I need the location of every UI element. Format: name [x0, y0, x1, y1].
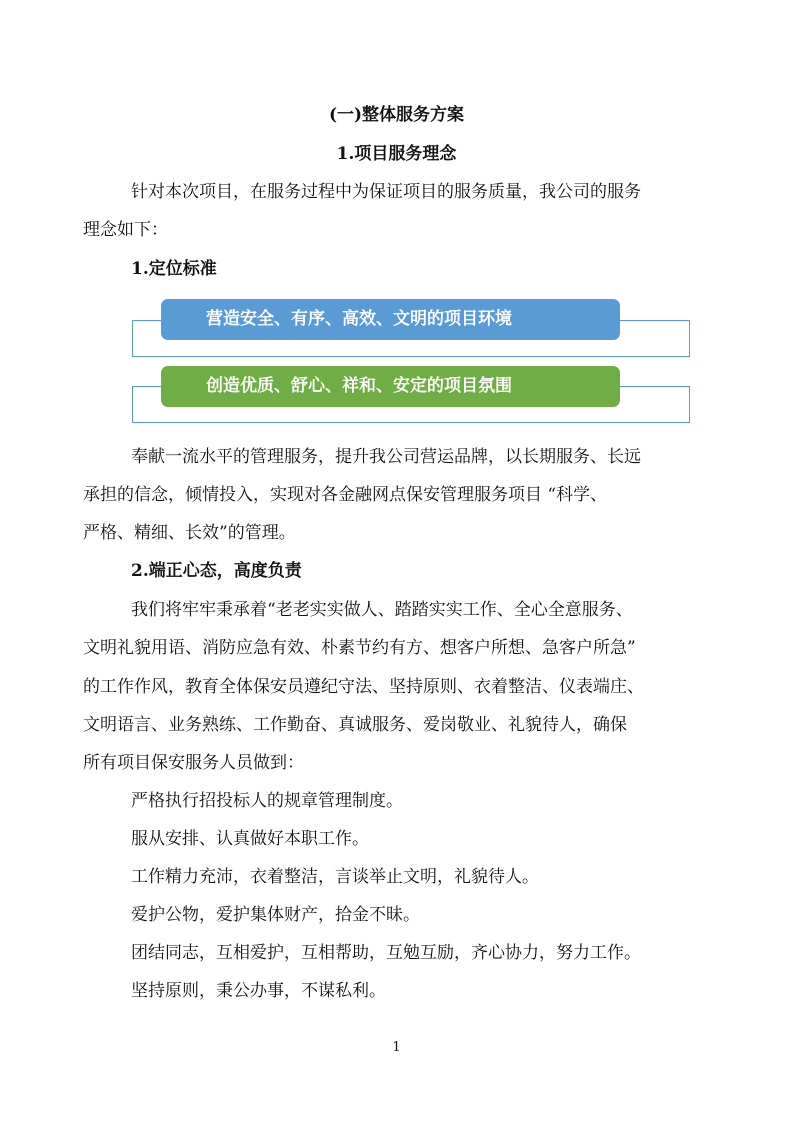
list-item: 服从安排、认真做好本职工作。 — [131, 829, 369, 849]
list-item: 坚持原则，秉公办事，不谋私利。 — [131, 981, 386, 1001]
heading-attitude: 2.端正心态，高度负责 — [131, 561, 302, 581]
intro-line-1: 针对本次项目，在服务过程中为保证项目的服务质量，我公司的服务 — [131, 182, 641, 202]
para2-line-2: 文明礼貌用语、消防应急有效、朴素节约有方、想客户所想、急客户所急” — [83, 638, 636, 658]
intro-line-2: 理念如下： — [83, 220, 168, 240]
diagram-frame-1-top-left — [132, 320, 162, 321]
heading-positioning-standard: 1.定位标准 — [131, 259, 217, 279]
para2-line-1: 我们将牢牢秉承着“老老实实做人、踏踏实实工作、全心全意服务、 — [131, 600, 633, 620]
para2-line-3: 的工作作风，教育全体保安员遵纪守法、坚持原则、衣着整洁、仪表端庄、 — [83, 677, 644, 697]
para1-line-3: 严格、精细、长效”的管理。 — [83, 523, 296, 543]
para2-line-5: 所有项目保安服务人员做到： — [83, 753, 304, 773]
diagram-box-quality: 创造优质、舒心、祥和、安定的项目氛围 — [161, 366, 620, 407]
list-item: 团结同志，互相爱护，互相帮助，互勉互励，齐心协力，努力工作。 — [131, 943, 641, 963]
section-title: (一)整体服务方案 — [328, 105, 465, 125]
list-item: 严格执行招投标人的规章管理制度。 — [131, 791, 403, 811]
subsection-title: 1.项目服务理念 — [336, 144, 457, 164]
list-item: 工作精力充沛，衣着整洁，言谈举止文明，礼貌待人。 — [131, 867, 539, 887]
para1-line-1: 奉献一流水平的管理服务，提升我公司营运品牌，以长期服务、长远 — [131, 447, 641, 467]
list-item: 爱护公物，爱护集体财产，拾金不昧。 — [131, 905, 420, 925]
para1-line-2: 承担的信念，倾情投入，实现对各金融网点保安管理服务项目 “科学、 — [83, 485, 608, 505]
diagram-box-safety: 营造安全、有序、高效、文明的项目环境 — [161, 299, 620, 340]
diagram-frame-1-top-right — [618, 320, 689, 321]
para2-line-4: 文明语言、业务熟练、工作勤奋、真诚服务、爱岗敬业、礼貌待人，确保 — [83, 715, 627, 735]
diagram-frame-2-top-left — [132, 386, 162, 387]
diagram-frame-2-top-right — [618, 386, 689, 387]
page-number: 1 — [392, 1040, 401, 1055]
